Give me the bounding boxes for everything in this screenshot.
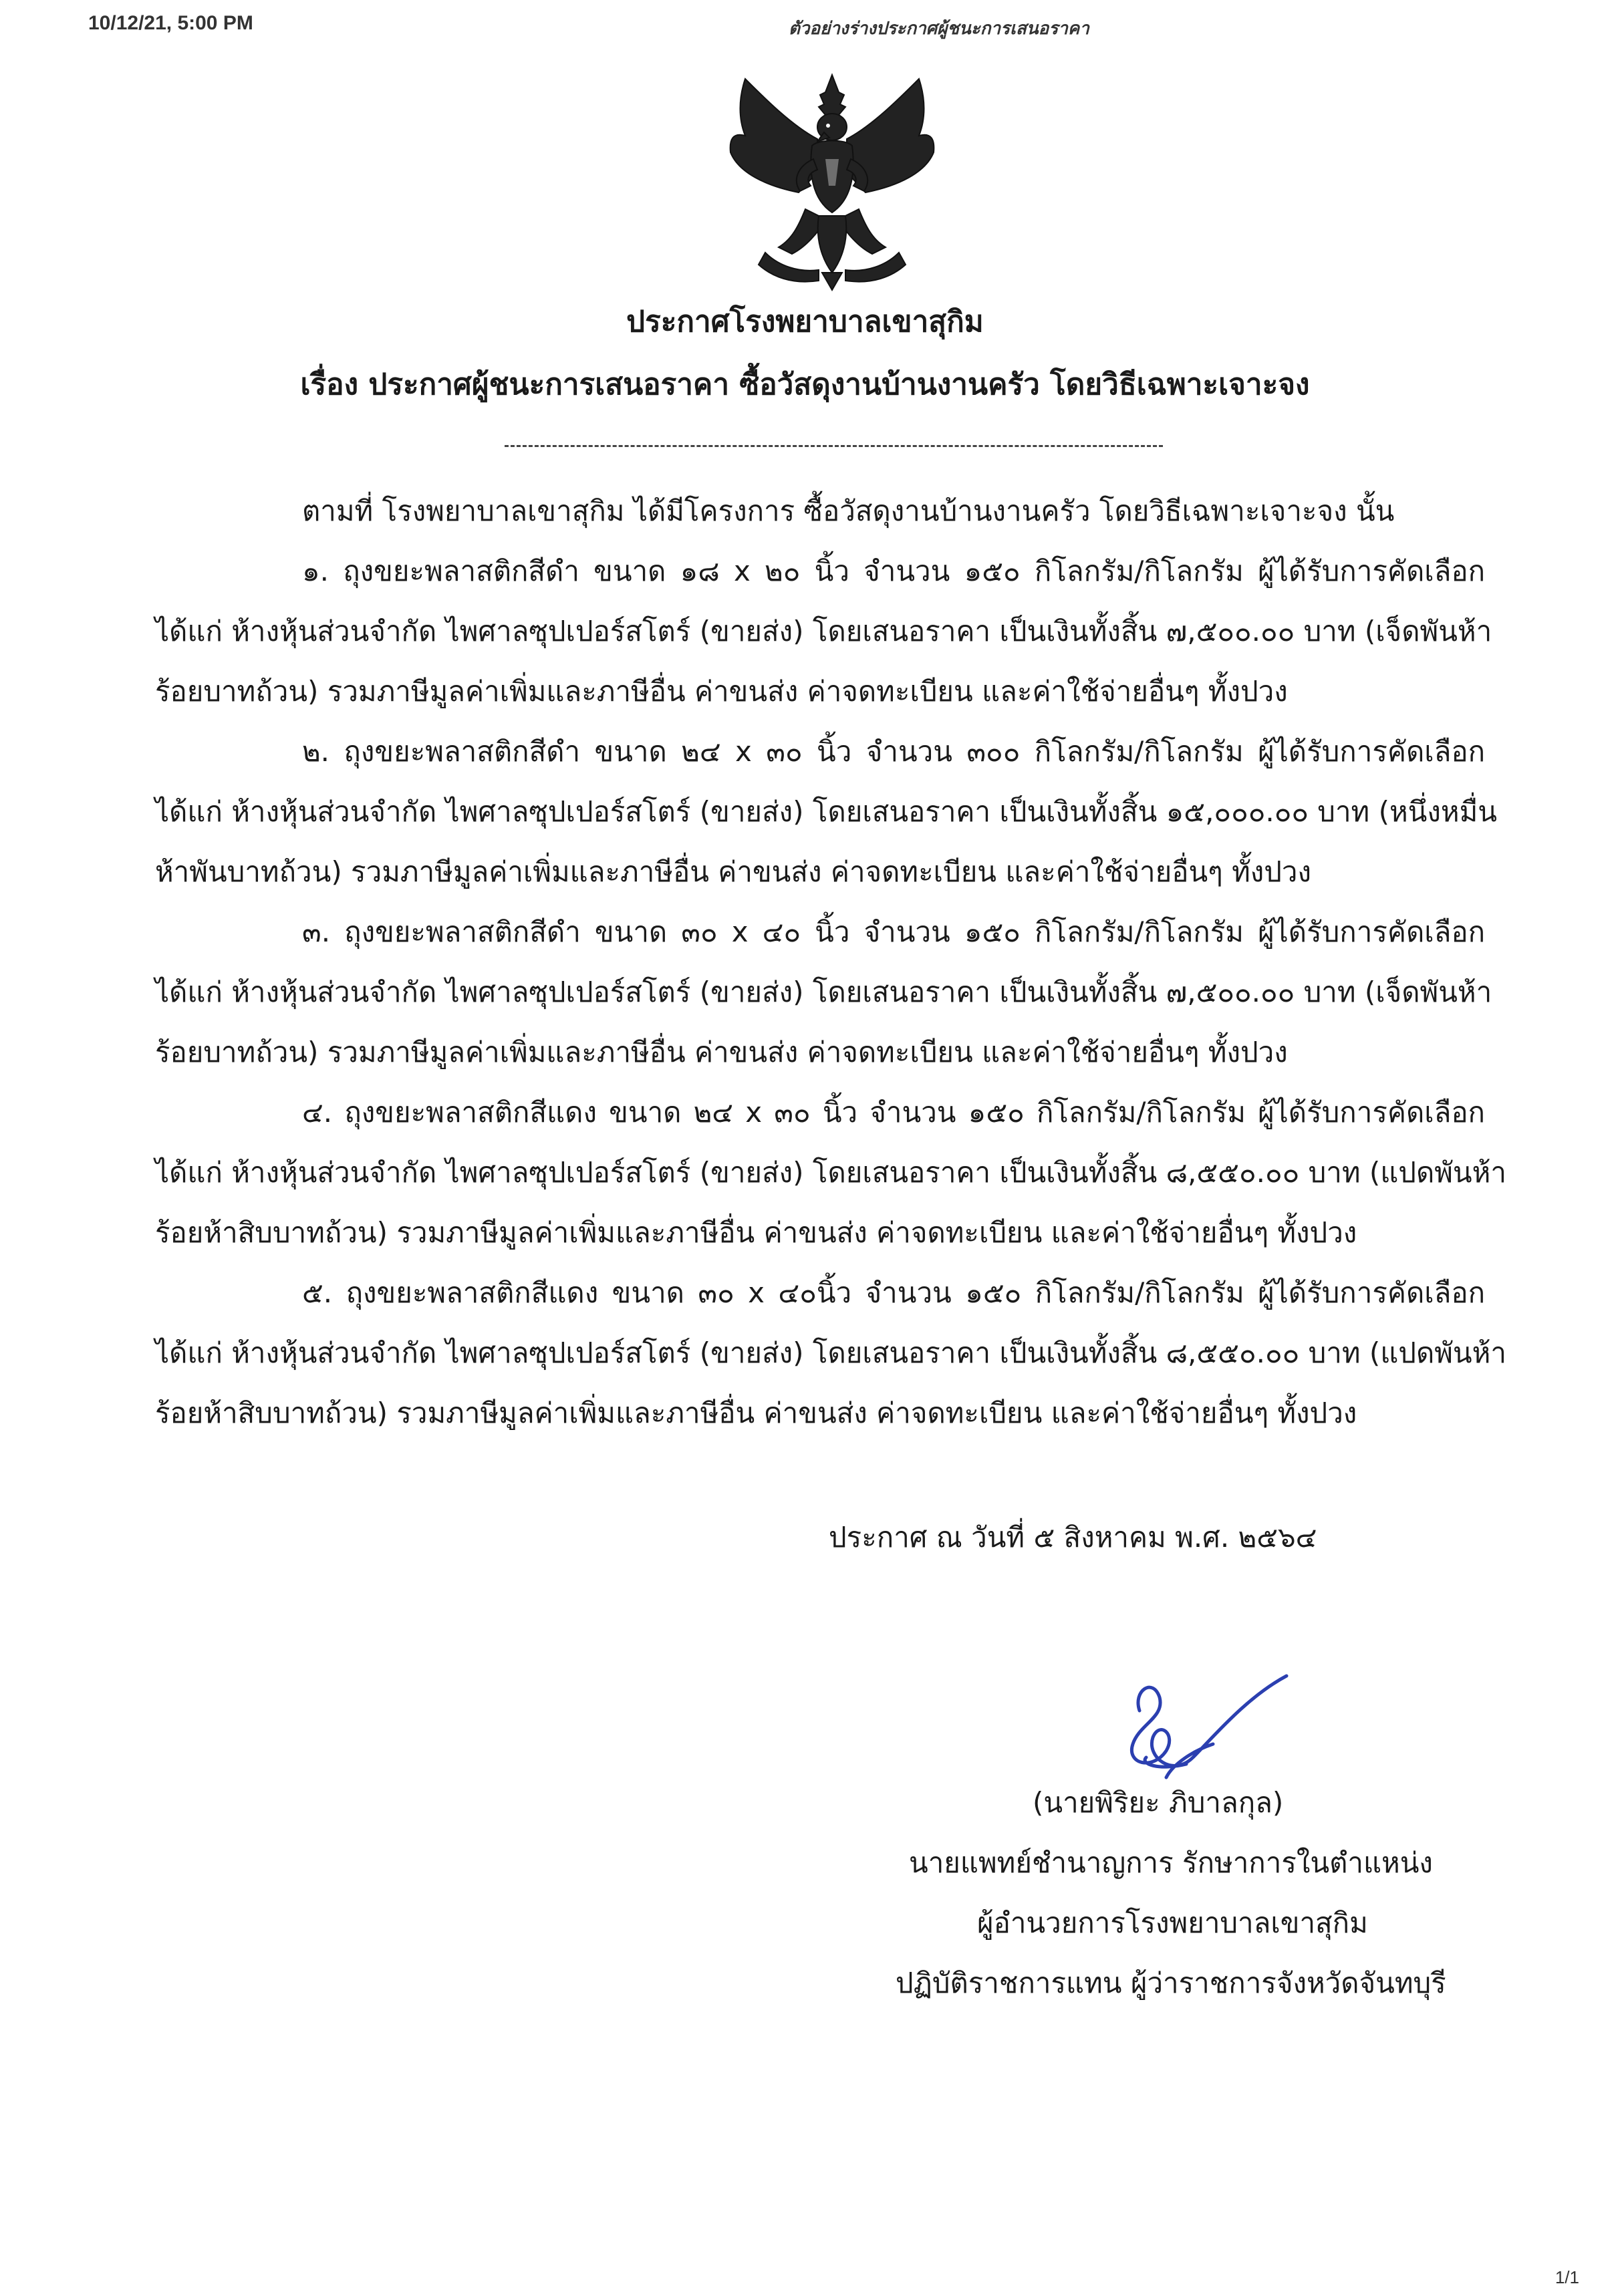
item-5-line-3: ร้อยห้าสิบบาทถ้วน) รวมภาษีมูลค่าเพิ่มและภาษีอื่น ค่าขนส่ง ค่าจดทะเบียน และค่าใช้จ่ายอื่นๆ ทั้งปวง bbox=[155, 1397, 1357, 1429]
item-5-line-1: ๕. ถุงขยะพลาสติกสีแดง ขนาด ๓๐ x ๔๐นิ้ว จำนวน ๑๕๐ กิโลกรัม/กิโลกรัม ผู้ได้รับการคัดเลือก bbox=[302, 1276, 1485, 1309]
page-number: 1/1 bbox=[1555, 2267, 1579, 2287]
announcement-date: ประกาศ ณ วันที่ ๕ สิงหาคม พ.ศ. ๒๕๖๔ bbox=[829, 1521, 1317, 1554]
item-3-line-1: ๓. ถุงขยะพลาสติกสีดำ ขนาด ๓๐ x ๔๐ นิ้ว จำนวน ๑๕๐ กิโลกรัม/กิโลกรัม ผู้ได้รับการคัดเลือก bbox=[302, 915, 1485, 948]
signer-position-3: ปฏิบัติราชการแทน ผู้ว่าราชการจังหวัดจันทบุรี bbox=[896, 1967, 1446, 1999]
garuda-emblem-icon bbox=[725, 72, 939, 293]
item-2-line-1: ๒. ถุงขยะพลาสติกสีดำ ขนาด ๒๔ x ๓๐ นิ้ว จำนวน ๓๐๐ กิโลกรัม/กิโลกรัม ผู้ได้รับการคัดเลือก bbox=[302, 735, 1485, 768]
handwritten-signature-icon bbox=[1113, 1671, 1300, 1784]
announcement-title: ประกาศโรงพยาบาลเขาสุกิม bbox=[626, 305, 984, 339]
item-4-line-1: ๔. ถุงขยะพลาสติกสีแดง ขนาด ๒๔ x ๓๐ นิ้ว จำนวน ๑๕๐ กิโลกรัม/กิโลกรัม ผู้ได้รับการคัดเลือก bbox=[302, 1096, 1485, 1129]
signer-name: (นายพิริยะ ภิบาลกุล) bbox=[1033, 1786, 1284, 1819]
draft-header: ตัวอย่างร่างประกาศผู้ชนะการเสนอราคา bbox=[789, 19, 1089, 39]
item-3-line-3: ร้อยบาทถ้วน) รวมภาษีมูลค่าเพิ่มและภาษีอื่น ค่าขนส่ง ค่าจดทะเบียน และค่าใช้จ่ายอื่นๆ ทั้งปวง bbox=[155, 1036, 1288, 1068]
item-3-line-2: ได้แก่ ห้างหุ้นส่วนจำกัด ไพศาลซุปเปอร์สโตร์ (ขายส่ง) โดยเสนอราคา เป็นเงินทั้งสิ้น ๗,๕๐๐.๐๐ บาท (เจ็ดพันห้า bbox=[155, 976, 1492, 1008]
signer-position-1: นายแพทย์ชำนาญการ รักษาการในตำแหน่ง bbox=[909, 1846, 1433, 1879]
item-4-line-3: ร้อยห้าสิบบาทถ้วน) รวมภาษีมูลค่าเพิ่มและภาษีอื่น ค่าขนส่ง ค่าจดทะเบียน และค่าใช้จ่ายอื่นๆ ทั้งปวง bbox=[155, 1216, 1357, 1249]
title-divider bbox=[505, 445, 1163, 447]
item-2-line-2: ได้แก่ ห้างหุ้นส่วนจำกัด ไพศาลซุปเปอร์สโตร์ (ขายส่ง) โดยเสนอราคา เป็นเงินทั้งสิ้น ๑๕,๐๐๐.๐๐ บาท (หนึ่งหมื่น bbox=[155, 795, 1497, 828]
announcement-body bbox=[155, 481, 1506, 1443]
body-intro: ตามที่ โรงพยาบาลเขาสุกิม ได้มีโครงการ ซื้อวัสดุงานบ้านงานครัว โดยวิธีเฉพาะเจาะจง นั้น bbox=[302, 494, 1395, 527]
item-5-line-2: ได้แก่ ห้างหุ้นส่วนจำกัด ไพศาลซุปเปอร์สโตร์ (ขายส่ง) โดยเสนอราคา เป็นเงินทั้งสิ้น ๘,๕๕๐.๐๐ บาท (แปดพันห้า bbox=[155, 1336, 1506, 1369]
item-1-line-1: ๑. ถุงขยะพลาสติกสีดำ ขนาด ๑๘ x ๒๐ นิ้ว จำนวน ๑๕๐ กิโลกรัม/กิโลกรัม ผู้ได้รับการคัดเลือก bbox=[302, 555, 1485, 587]
signer-position-2: ผู้อำนวยการโรงพยาบาลเขาสุกิม bbox=[977, 1906, 1368, 1939]
item-1-line-2: ได้แก่ ห้างหุ้นส่วนจำกัด ไพศาลซุปเปอร์สโตร์ (ขายส่ง) โดยเสนอราคา เป็นเงินทั้งสิ้น ๗,๕๐๐.๐๐ บาท (เจ็ดพันห้า bbox=[155, 615, 1492, 648]
print-timestamp: 10/12/21, 5:00 PM bbox=[88, 12, 253, 34]
item-2-line-3: ห้าพันบาทถ้วน) รวมภาษีมูลค่าเพิ่มและภาษีอื่น ค่าขนส่ง ค่าจดทะเบียน และค่าใช้จ่ายอื่นๆ ทั้งปวง bbox=[155, 855, 1312, 888]
item-4-line-2: ได้แก่ ห้างหุ้นส่วนจำกัด ไพศาลซุปเปอร์สโตร์ (ขายส่ง) โดยเสนอราคา เป็นเงินทั้งสิ้น ๘,๕๕๐.๐๐ บาท (แปดพันห้า bbox=[155, 1156, 1506, 1189]
announcement-subject: เรื่อง ประกาศผู้ชนะการเสนอราคา ซื้อวัสดุงานบ้านงานครัว โดยวิธีเฉพาะเจาะจง bbox=[300, 368, 1310, 402]
item-1-line-3: ร้อยบาทถ้วน) รวมภาษีมูลค่าเพิ่มและภาษีอื่น ค่าขนส่ง ค่าจดทะเบียน และค่าใช้จ่ายอื่นๆ ทั้งปวง bbox=[155, 675, 1288, 708]
